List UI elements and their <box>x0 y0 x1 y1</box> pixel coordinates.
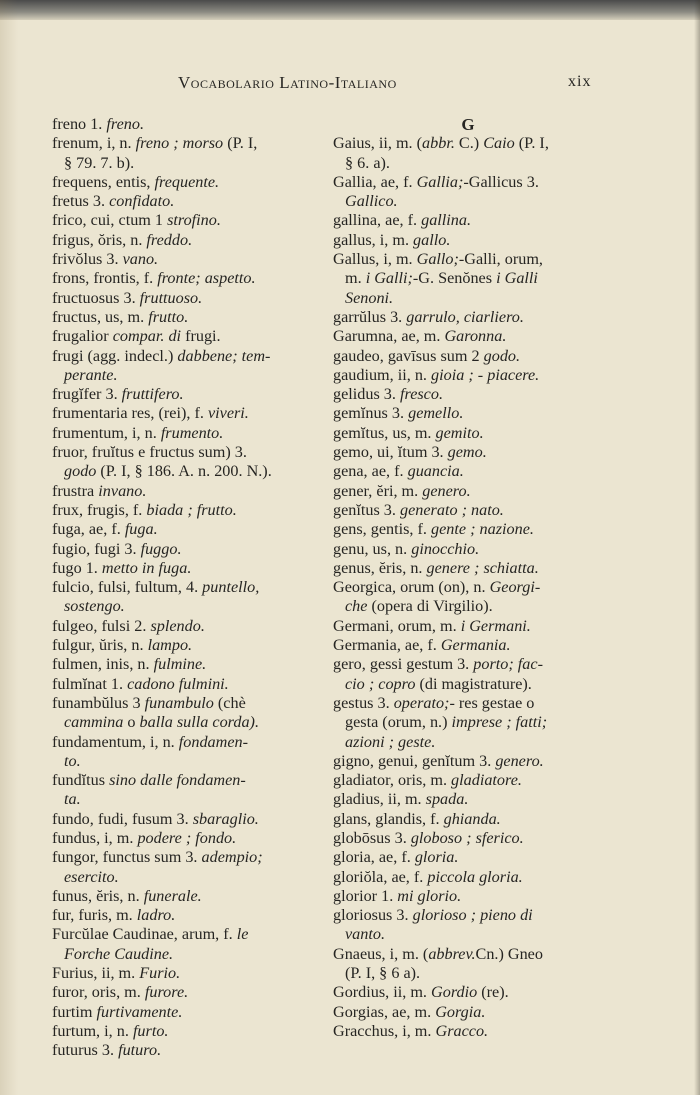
page-right-edge <box>694 0 700 1095</box>
latin-headword: fulmen, inis, n. <box>52 655 150 674</box>
latin-headword: fulcio, fulsi, fultum, 4. <box>52 578 199 597</box>
italian-translation: ghianda. <box>443 809 501 828</box>
latin-headword: glans, glandis, f. <box>333 809 440 828</box>
italian-translation: frumento. <box>160 423 224 442</box>
entry-continuation <box>333 154 603 173</box>
latin-headword: globōsus 3. <box>333 828 407 847</box>
italian-translation: ladro. <box>136 906 176 925</box>
italian-translation: che <box>345 597 368 616</box>
italian-translation: Forche Caudine. <box>64 944 174 963</box>
dictionary-entry <box>333 327 603 346</box>
latin-headword: Furius, ii, m. <box>52 964 136 983</box>
italian-translation: genero. <box>422 481 471 500</box>
italian-translation: futuro. <box>118 1041 162 1060</box>
dictionary-entry <box>333 540 603 559</box>
latin-headword: fundo, fudi, fusum 3. <box>52 809 189 828</box>
entry-note: (di magistrature). <box>415 674 532 693</box>
dictionary-entry <box>52 443 332 462</box>
dictionary-entry <box>52 925 332 944</box>
entry-continuation <box>52 462 332 481</box>
italian-translation: funerale. <box>143 886 202 905</box>
latin-headword: funambŭlus 3 <box>52 693 141 712</box>
latin-headword: Germania, ae, f. <box>333 636 437 655</box>
dictionary-entry <box>333 520 603 539</box>
latin-headword: fugo 1. <box>52 558 98 577</box>
italian-translation: esercito. <box>64 867 119 886</box>
entry-continuation <box>333 269 603 288</box>
dictionary-entry <box>333 443 603 462</box>
italian-translation: gente ; nazione. <box>431 520 534 539</box>
right-column <box>333 115 603 1041</box>
dictionary-entry <box>52 906 332 925</box>
latin-headword: gaudeo, gavīsus sum 2 <box>333 346 480 365</box>
dictionary-entry <box>333 617 603 636</box>
entry-note: (P. I, <box>514 134 549 153</box>
italian-translation: fulmine. <box>153 655 207 674</box>
section-letter <box>333 115 603 134</box>
entry-note: o <box>123 713 140 732</box>
latin-headword: glorior 1. <box>333 886 394 905</box>
italian-translation: sostengo. <box>64 597 125 616</box>
dictionary-entry <box>333 385 603 404</box>
entry-continuation <box>333 192 603 211</box>
italian-translation: viveri. <box>207 404 249 423</box>
latin-headword: Gallus, i, m. <box>333 250 413 269</box>
dictionary-entry <box>52 771 332 790</box>
italian-translation: vano. <box>122 250 159 269</box>
dictionary-entry <box>333 945 603 964</box>
latin-headword: § 6. a). <box>345 153 390 172</box>
dictionary-entry <box>52 636 332 655</box>
italian-translation: fuga. <box>124 520 158 539</box>
italian-translation: compar. di <box>112 327 182 346</box>
italian-translation: azioni ; geste. <box>345 732 436 751</box>
page-number: xix <box>568 73 592 90</box>
latin-headword: freno 1. <box>52 115 103 133</box>
dictionary-entry <box>333 752 603 771</box>
italian-translation: fresco. <box>400 385 444 404</box>
latin-headword: garrŭlus 3. <box>333 307 403 326</box>
italian-translation: genero. <box>495 751 544 770</box>
italian-translation: gemo. <box>447 443 487 462</box>
latin-headword: futurus 3. <box>52 1041 115 1060</box>
entry-continuation <box>52 945 332 964</box>
dictionary-entry <box>333 501 603 520</box>
latin-headword: fundamentum, i, n. <box>52 732 175 751</box>
italian-translation: gemello. <box>408 404 464 423</box>
italian-translation: sbaraglio. <box>192 809 259 828</box>
dictionary-entry <box>333 771 603 790</box>
italian-translation: operato; <box>393 693 450 712</box>
latin-headword: fructuosus 3. <box>52 288 136 307</box>
entry-continuation <box>333 925 603 944</box>
entry-continuation <box>333 964 603 983</box>
latin-headword: gena, ae, f. <box>333 462 404 481</box>
latin-headword: gladiator, oris, m. <box>333 771 447 790</box>
italian-translation: generato ; nato. <box>400 500 504 519</box>
dictionary-entry <box>52 347 332 366</box>
dictionary-entry <box>52 211 332 230</box>
latin-headword: frugi (agg. indecl.) <box>52 346 174 365</box>
italian-translation: frequente. <box>154 172 220 191</box>
italian-translation: frutto. <box>148 307 189 326</box>
italian-translation: invano. <box>98 481 147 500</box>
italian-translation: Gallico. <box>345 192 398 211</box>
latin-headword: Gaius, ii, m. ( <box>333 134 423 153</box>
latin-headword: fundĭtus <box>52 771 106 790</box>
italian-translation: i Galli; <box>365 269 413 288</box>
latin-headword: § 79. 7. b). <box>64 153 135 172</box>
italian-translation: strofino. <box>167 211 221 230</box>
dictionary-entry <box>52 964 332 983</box>
entry-continuation <box>52 154 332 173</box>
italian-translation: godo. <box>483 346 521 365</box>
italian-translation: dabbene; tem- <box>177 346 271 365</box>
dictionary-entry <box>52 289 332 308</box>
italian-translation: imprese ; fatti; <box>451 713 548 732</box>
dictionary-entry <box>333 887 603 906</box>
italian-translation: gallo. <box>413 230 451 249</box>
latin-headword: gestus 3. <box>333 693 390 712</box>
entry-continuation <box>52 868 332 887</box>
dictionary-entry <box>333 308 603 327</box>
latin-headword: fulmĭnat 1. <box>52 674 124 693</box>
latin-headword: fur, furis, m. <box>52 906 133 925</box>
latin-headword: furtum, i, n. <box>52 1021 129 1040</box>
dictionary-entry <box>333 636 603 655</box>
latin-headword: fructus, us, m. <box>52 307 145 326</box>
italian-translation: Gracco. <box>435 1021 489 1040</box>
entry-note: (re). <box>477 983 509 1002</box>
italian-translation: godo <box>64 462 97 481</box>
dictionary-entry <box>333 347 603 366</box>
dictionary-entry <box>333 1003 603 1022</box>
dictionary-entry <box>333 211 603 230</box>
latin-headword: frenum, i, n. <box>52 134 132 153</box>
entry-continuation <box>333 733 603 752</box>
italian-translation: adempio; <box>201 848 263 867</box>
latin-headword: gloriŏla, ae, f. <box>333 867 424 886</box>
page-title: Vocabolario Latino-Italiano <box>178 73 397 92</box>
italian-translation: fruttuoso. <box>139 288 203 307</box>
latin-headword: Garumna, ae, m. <box>333 327 441 346</box>
latin-headword: fretus 3. <box>52 192 106 211</box>
italian-translation: porto; fac- <box>473 655 543 674</box>
italian-translation: Gallia; <box>416 172 464 191</box>
latin-headword: fundus, i, m. <box>52 828 134 847</box>
italian-translation: ginocchio. <box>411 539 480 558</box>
italian-translation: funambulo <box>144 693 214 712</box>
italian-translation: sino dalle fondamen- <box>109 771 246 790</box>
dictionary-entry <box>52 559 332 578</box>
entry-note: Cn.) Gneo <box>475 944 543 963</box>
dictionary-entry <box>52 250 332 269</box>
latin-headword: gero, gessi gestum 3. <box>333 655 470 674</box>
dictionary-entry <box>52 694 332 713</box>
italian-translation: mi glorio. <box>397 886 462 905</box>
italian-translation: i Galli <box>496 269 538 288</box>
italian-translation: freno ; morso <box>135 134 224 153</box>
dictionary-entry <box>333 559 603 578</box>
dictionary-entry <box>52 520 332 539</box>
italian-translation: guancia. <box>407 462 464 481</box>
dictionary-entry <box>52 655 332 674</box>
latin-headword: furor, oris, m. <box>52 983 141 1002</box>
dictionary-entry <box>52 617 332 636</box>
latin-headword: Gracchus, i, m. <box>333 1021 432 1040</box>
entry-note: (P. I, <box>223 134 258 153</box>
entry-note: -Gallicus 3. <box>463 172 539 191</box>
dictionary-entry <box>52 848 332 867</box>
dictionary-entry <box>52 482 332 501</box>
dictionary-entry <box>333 868 603 887</box>
dictionary-entry <box>333 404 603 423</box>
entry-continuation <box>52 597 332 616</box>
latin-headword: genu, us, n. <box>333 539 408 558</box>
latin-headword: gesta (orum, n.) <box>345 713 448 732</box>
dictionary-entry <box>52 269 332 288</box>
latin-headword: fruor, fruĭtus e fructus sum) 3. <box>52 443 247 462</box>
italian-translation: ta. <box>64 790 81 809</box>
latin-headword: frumentum, i, n. <box>52 423 157 442</box>
latin-headword: gemĭtus, us, m. <box>333 423 432 442</box>
dictionary-entry <box>52 1003 332 1022</box>
latin-headword: gigno, genui, genĭtum 3. <box>333 751 492 770</box>
italian-translation: abbrev. <box>428 944 476 963</box>
latin-headword: Gnaeus, i, m. ( <box>333 944 429 963</box>
latin-headword: frugĭfer 3. <box>52 385 118 404</box>
italian-translation: biada ; frutto. <box>146 500 237 519</box>
dictionary-entry <box>52 829 332 848</box>
italian-translation: genere ; schiatta. <box>426 558 539 577</box>
entry-continuation <box>333 713 603 732</box>
dictionary-entry <box>333 462 603 481</box>
page-top-edge <box>0 0 700 20</box>
latin-headword: Furcŭlae Caudinae, arum, f. <box>52 925 233 944</box>
italian-translation: gallina. <box>421 211 472 230</box>
italian-translation: freddo. <box>146 230 193 249</box>
dictionary-entry <box>333 790 603 809</box>
italian-translation: metto in fuga. <box>101 558 192 577</box>
entry-note: (P. I, § 186. A. n. 200. N.). <box>96 462 272 481</box>
italian-translation: podere ; fondo. <box>137 828 237 847</box>
italian-translation: Germania. <box>440 636 511 655</box>
latin-headword: gelidus 3. <box>333 385 396 404</box>
italian-translation: gioia ; - piacere. <box>431 365 540 384</box>
running-header <box>0 73 700 97</box>
italian-translation: confidato. <box>109 192 175 211</box>
latin-headword: gloria, ae, f. <box>333 848 411 867</box>
dictionary-entry <box>52 675 332 694</box>
dictionary-entry <box>52 308 332 327</box>
latin-headword: gaudium, ii, n. <box>333 365 427 384</box>
entry-note: frugi. <box>181 327 221 346</box>
italian-translation: perante. <box>64 365 118 384</box>
dictionary-entry <box>333 173 603 192</box>
italian-translation: garrulo, ciarliero. <box>406 307 524 326</box>
latin-headword: Georgica, orum (on), n. <box>333 578 486 597</box>
italian-translation: fronte; aspetto. <box>157 269 256 288</box>
italian-translation: gloria. <box>414 848 459 867</box>
entry-note: (opera di Virgilio). <box>367 597 493 616</box>
latin-headword: furtim <box>52 1002 93 1021</box>
latin-headword: gens, gentis, f. <box>333 520 427 539</box>
dictionary-entry <box>52 501 332 520</box>
italian-translation: le <box>236 925 249 944</box>
latin-headword: genus, ĕris, n. <box>333 558 423 577</box>
latin-headword: fulgur, ŭris, n. <box>52 636 144 655</box>
italian-translation: Furio. <box>139 964 181 983</box>
dictionary-entry <box>333 810 603 829</box>
italian-translation: cio ; copro <box>345 674 416 693</box>
latin-headword: fuga, ae, f. <box>52 520 121 539</box>
italian-translation: vanto. <box>345 925 386 944</box>
latin-headword: frequens, entis, <box>52 172 151 191</box>
latin-headword: gallina, ae, f. <box>333 211 418 230</box>
dictionary-entry <box>52 231 332 250</box>
dictionary-entry <box>52 134 332 153</box>
latin-headword: Gorgias, ae, m. <box>333 1002 432 1021</box>
italian-translation: Gorgia. <box>435 1002 486 1021</box>
entry-continuation <box>52 366 332 385</box>
latin-headword: gemo, ui, ĭtum 3. <box>333 443 444 462</box>
latin-headword: gallus, i, m. <box>333 230 409 249</box>
dictionary-entry <box>52 578 332 597</box>
dictionary-entry <box>52 810 332 829</box>
italian-translation: balla sulla corda). <box>139 713 259 732</box>
latin-headword: frustra <box>52 481 95 500</box>
dictionary-entry <box>52 540 332 559</box>
latin-headword: fungor, functus sum 3. <box>52 848 198 867</box>
latin-headword: frico, cui, ctum 1 <box>52 211 164 230</box>
entry-continuation <box>333 289 603 308</box>
dictionary-entry <box>52 385 332 404</box>
dictionary-entry <box>333 983 603 1002</box>
italian-translation: lampo. <box>147 636 193 655</box>
latin-headword: frivŏlus 3. <box>52 250 119 269</box>
italian-translation: i Germani. <box>460 616 531 635</box>
entry-continuation <box>52 713 332 732</box>
italian-translation: Georgi- <box>489 578 541 597</box>
latin-headword: funus, ĕris, n. <box>52 886 140 905</box>
dictionary-entry <box>52 983 332 1002</box>
dictionary-entry <box>52 1022 332 1041</box>
latin-headword: Germani, orum, m. <box>333 616 457 635</box>
italian-translation: fuggo. <box>140 539 182 558</box>
entry-continuation <box>333 597 603 616</box>
section-letter-text: G <box>461 115 475 134</box>
dictionary-entry <box>333 829 603 848</box>
latin-headword: gladius, ii, m. <box>333 790 422 809</box>
italian-translation: Gordio <box>431 983 478 1002</box>
dictionary-entry <box>333 906 603 925</box>
dictionary-entry <box>333 578 603 597</box>
dictionary-entry <box>52 192 332 211</box>
italian-translation: glorioso ; pieno di <box>412 906 533 925</box>
italian-translation: Garonna. <box>444 327 507 346</box>
dictionary-entry <box>333 424 603 443</box>
latin-headword: frugalior <box>52 327 109 346</box>
italian-translation: puntello, <box>202 578 260 597</box>
italian-translation: cadono fulmini. <box>127 674 229 693</box>
italian-translation: globoso ; sferico. <box>410 828 524 847</box>
entry-note: -Galli, orum, <box>458 250 543 269</box>
latin-headword: (P. I, § 6 a). <box>345 964 421 983</box>
latin-headword: Gordius, ii, m. <box>333 983 427 1002</box>
latin-headword: Gallia, ae, f. <box>333 172 413 191</box>
italian-translation: freno. <box>106 115 145 133</box>
latin-headword: gemĭnus 3. <box>333 404 405 423</box>
dictionary-entry <box>52 173 332 192</box>
latin-headword: frigus, ŏris, n. <box>52 230 143 249</box>
italian-translation: gemito. <box>435 423 484 442</box>
entry-note: (chè <box>213 693 246 712</box>
entry-note: C.) <box>454 134 484 153</box>
latin-headword: m. <box>345 269 362 288</box>
latin-headword: gloriosus 3. <box>333 906 409 925</box>
dictionary-entry <box>333 1022 603 1041</box>
italian-translation: fruttifero. <box>121 385 184 404</box>
dictionary-entry <box>333 848 603 867</box>
entry-continuation <box>52 790 332 809</box>
dictionary-entry <box>333 231 603 250</box>
page-gutter-shadow <box>0 0 18 1095</box>
dictionary-entry <box>333 250 603 269</box>
italian-translation: spada. <box>425 790 469 809</box>
italian-translation: to. <box>64 751 81 770</box>
dictionary-entry <box>52 327 332 346</box>
italian-translation: furtivamente. <box>96 1002 183 1021</box>
dictionary-entry <box>333 482 603 501</box>
entry-note: - res gestae o <box>449 693 535 712</box>
dictionary-entry <box>52 1041 332 1060</box>
dictionary-entry <box>333 655 603 674</box>
dictionary-entry <box>52 404 332 423</box>
italian-translation: furto. <box>132 1021 169 1040</box>
italian-translation: abbr. <box>422 134 455 153</box>
dictionary-entry <box>333 366 603 385</box>
dictionary-entry <box>333 694 603 713</box>
latin-headword: frons, frontis, f. <box>52 269 154 288</box>
italian-translation: furore. <box>144 983 189 1002</box>
entry-note: -G. Senŏnes <box>412 269 497 288</box>
latin-headword: fulgeo, fulsi 2. <box>52 616 147 635</box>
italian-translation: Senoni. <box>345 288 394 307</box>
latin-headword: frumentaria res, (rei), f. <box>52 404 204 423</box>
latin-headword: genĭtus 3. <box>333 500 396 519</box>
dictionary-entry <box>52 115 332 134</box>
italian-translation: splendo. <box>150 616 205 635</box>
latin-headword: gener, ĕri, m. <box>333 481 419 500</box>
italian-translation: Gallo; <box>416 250 459 269</box>
italian-translation: gladiatore. <box>451 771 522 790</box>
entry-continuation <box>52 752 332 771</box>
italian-translation: Caio <box>483 134 515 153</box>
dictionary-entry <box>52 733 332 752</box>
latin-headword: fugio, fugi 3. <box>52 539 137 558</box>
left-column <box>52 115 332 1061</box>
italian-translation: fondamen- <box>178 732 249 751</box>
entry-continuation <box>333 675 603 694</box>
latin-headword: frux, frugis, f. <box>52 500 143 519</box>
italian-translation: cammina <box>64 713 124 732</box>
dictionary-entry <box>52 887 332 906</box>
italian-translation: piccola gloria. <box>427 867 523 886</box>
dictionary-entry <box>333 134 603 153</box>
dictionary-entry <box>52 424 332 443</box>
